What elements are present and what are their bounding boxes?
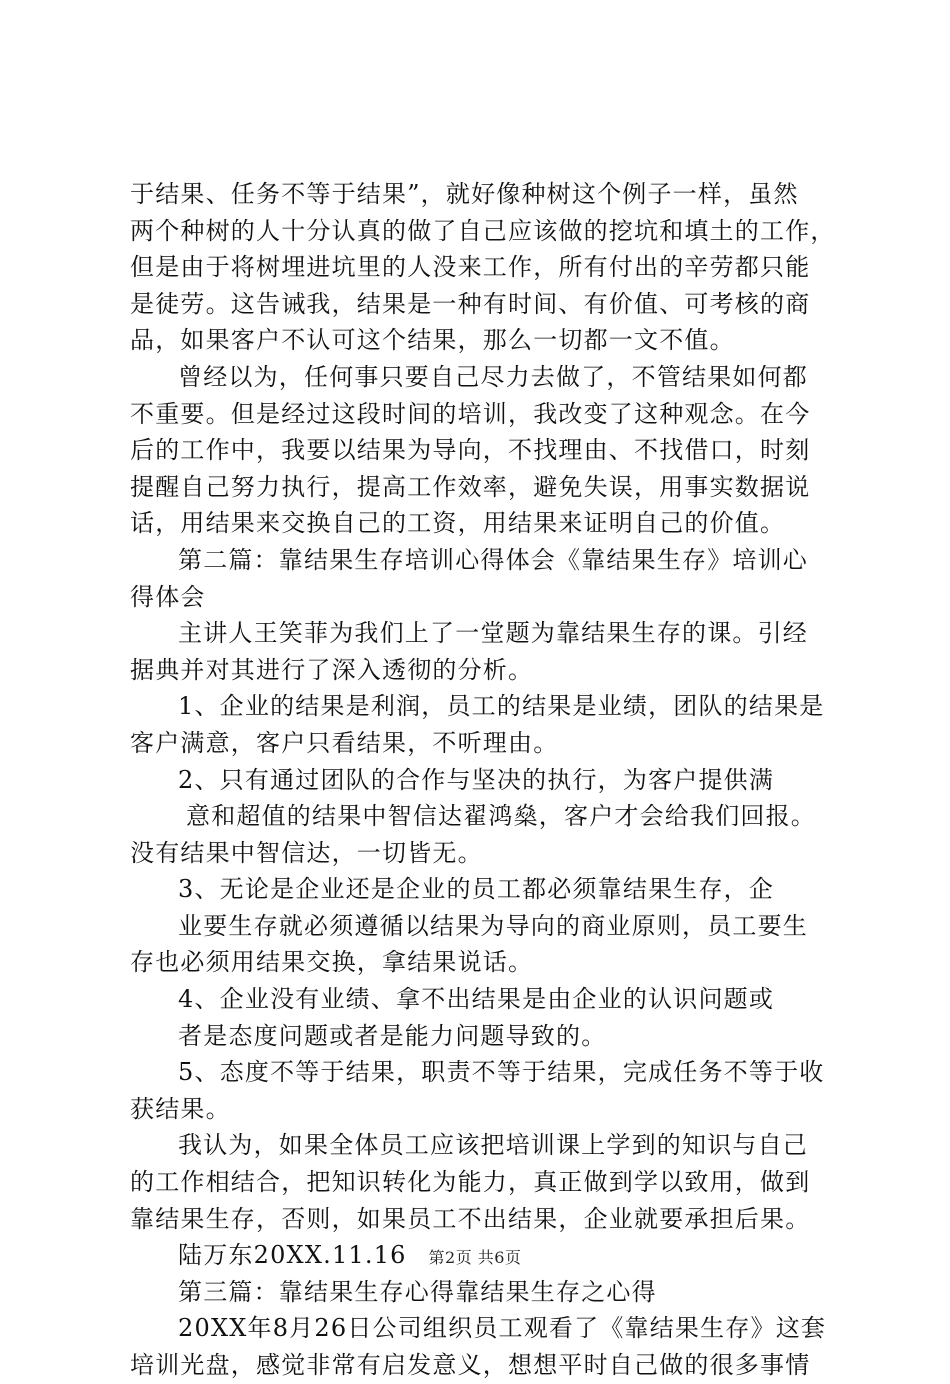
signature-line: 陆万东20XX.11.16 — [178, 1241, 407, 1270]
document-body — [130, 176, 850, 1384]
text-line: 但是由于将树埋进坑里的人没来工作，所有付出的辛劳都只能 — [130, 253, 811, 282]
text-line: 20XX年8月26日公司组织员工观看了《靠结果生存》这套 — [178, 1314, 827, 1343]
list-item: 3、无论是企业还是企业的员工都必须靠结果生存，企 — [178, 875, 775, 904]
text-line: 存也必须用结果交换，拿结果说话。 — [130, 948, 534, 977]
list-item: 4、企业没有业绩、拿不出结果是由企业的认识问题或 — [178, 985, 775, 1014]
text-line: 两个种树的人十分认真的做了自己应该做的挖坑和填土的工作， — [130, 216, 836, 245]
section-heading: 第二篇：靠结果生存培训心得体会《靠结果生存》培训心 — [178, 545, 808, 574]
section-heading-cont: 得体会 — [130, 582, 206, 611]
text-line: 业要生存就必须遵循以结果为导向的商业原则，员工要生 — [178, 911, 808, 940]
text-line: 获结果。 — [130, 1094, 231, 1123]
text-line: 培训光盘，感觉非常有启发意义，想想平时自己做的很多事情 — [130, 1351, 811, 1379]
page-number: 第2页 共6页 — [428, 1248, 522, 1267]
text-line: 者是态度问题或者是能力问题导致的。 — [178, 1021, 607, 1050]
text-line: 话，用结果来交换自己的工资，用结果来证明自己的价值。 — [130, 509, 786, 538]
text-line: 品，如果客户不认可这个结果，那么一切都一文不值。 — [130, 326, 735, 355]
list-item: 2、只有通过团队的合作与坚决的执行，为客户提供满 — [178, 765, 775, 794]
text-line: 意和超值的结果中智信达翟鸿燊，客户才会给我们回报。 — [186, 802, 816, 831]
text-line: 客户满意，客户只看结果，不听理由。 — [130, 728, 559, 757]
text-line: 不重要。但是经过这段时间的培训，我改变了这种观念。在今 — [130, 399, 811, 428]
text-line: 靠结果生存，否则，如果员工不出结果，企业就要承担后果。 — [130, 1204, 811, 1233]
text-line: 于结果、任务不等于结果”，就好像种树这个例子一样，虽然 — [130, 180, 799, 208]
text-line: 我认为，如果全体员工应该把培训课上学到的知识与自己 — [178, 1131, 808, 1160]
text-line: 据典并对其进行了深入透彻的分析。 — [130, 655, 534, 684]
text-line: 后的工作中，我要以结果为导向，不找理由、不找借口，时刻 — [130, 436, 811, 465]
text-line: 提醒自己努力执行，提高工作效率，避免失误，用事实数据说 — [130, 472, 811, 501]
text-line: 没有结果中智信达，一切皆无。 — [130, 838, 483, 867]
list-item: 1、企业的结果是利润，员工的结果是业绩，团队的结果是 — [178, 692, 825, 721]
section-heading: 第三篇：靠结果生存心得靠结果生存之心得 — [178, 1277, 657, 1306]
list-item: 5、态度不等于结果，职责不等于结果，完成任务不等于收 — [178, 1058, 825, 1087]
text-line: 是徒劳。这告诫我，结果是一种有时间、有价值、可考核的商 — [130, 289, 811, 318]
text-line: 的工作相结合，把知识转化为能力，真正做到学以致用，做到 — [130, 1168, 811, 1197]
text-line: 曾经以为，任何事只要自己尽力去做了，不管结果如何都 — [178, 362, 808, 391]
text-line: 主讲人王笑菲为我们上了一堂题为靠结果生存的课。引经 — [178, 619, 808, 648]
